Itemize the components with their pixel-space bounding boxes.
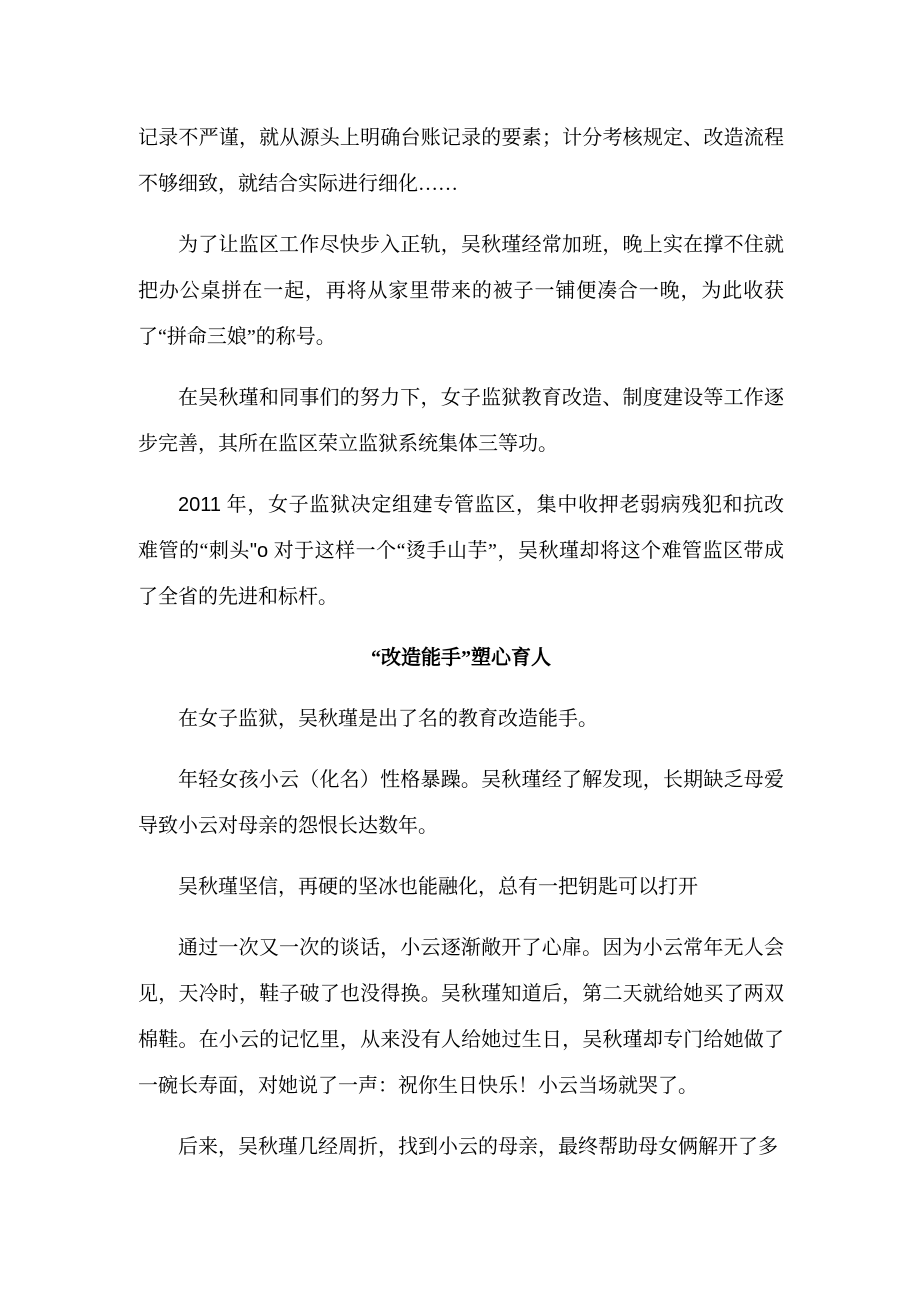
paragraph: 在女子监狱，吴秋瑾是出了名的教育改造能手。 (178, 708, 598, 730)
year-number-text: 2011 (178, 494, 222, 516)
paragraph-text-segment: 对于这样一个“烫手山芋”，吴秋瑾却将这个难管监区带成了全省的先进和标杆。 (138, 540, 784, 608)
paragraph-mixed-fonts (138, 482, 784, 620)
document-content (138, 115, 784, 1185)
paragraph: 在吴秋瑾和同事们的努力下，女子监狱教育改造、制度建设等工作逐步完善，其所在监区荣立监狱系统集体三等功。 (138, 387, 784, 455)
paragraph: 年轻女孩小云（化名）性格暴躁。吴秋瑾经了解发现，长期缺乏母爱导致小云对母亲的怨恨长达数年。 (138, 769, 784, 837)
paragraph-text-segment: 年，女子监狱决定组建专管监区，集中收押老弱病残犯和抗改难管的“刺头 (138, 494, 784, 562)
paragraph-continuation: 记录不严谨，就从源头上明确台账记录的要素；计分考核规定、改造流程不够细致，就结合实际进行细化…… (138, 127, 784, 195)
section-heading: “改造能手”塑心育人 (371, 647, 551, 669)
ocr-artifact-text: "o (249, 540, 269, 562)
paragraph: 通过一次又一次的谈话，小云逐渐敞开了心扉。因为小云常年无人会见，天冷时，鞋子破了也没得换。吴秋瑾知道后，第二天就给她买了两双棉鞋。在小云的记忆里，从来没有人给她过生日，吴秋瑾却专门给她做了一碗长寿面，对她说了一声：祝你生日快乐！小云当场就哭了。 (138, 937, 784, 1097)
paragraph-cutoff: 后来，吴秋瑾几经周折，找到小云的母亲，最终帮助母女俩解开了多 (178, 1136, 778, 1158)
paragraph: 吴秋瑾坚信，再硬的坚冰也能融化，总有一把钥匙可以打开 (178, 876, 698, 898)
paragraph: 为了让监区工作尽快步入正轨，吴秋瑾经常加班，晚上实在撑不住就把办公桌拼在一起，再将从家里带来的被子一铺便凑合一晚，为此收获了“拼命三娘”的称号。 (138, 234, 784, 348)
